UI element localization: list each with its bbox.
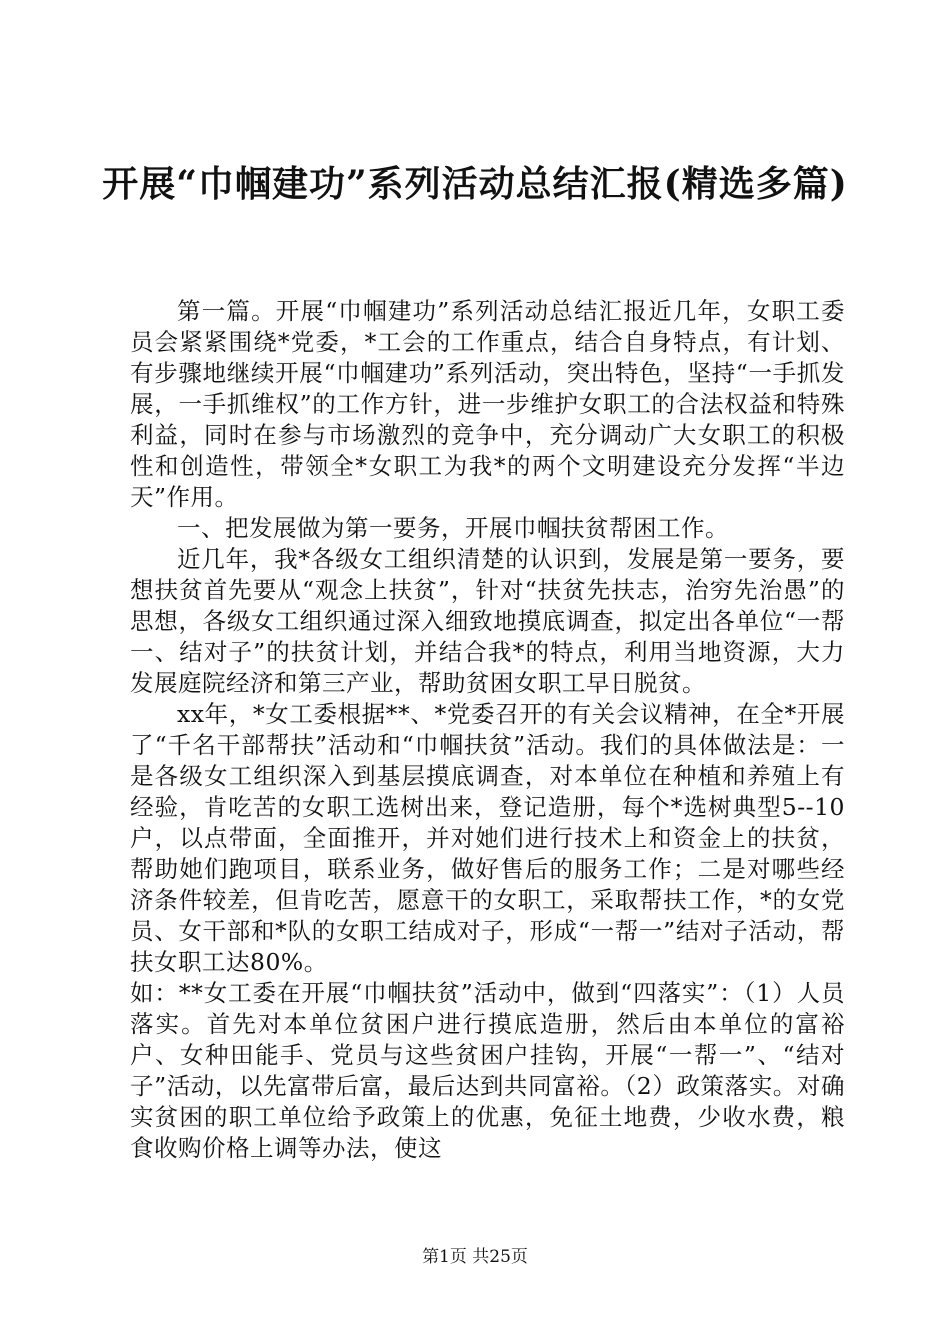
paragraph-four-implementations: 如：**女工委在开展“巾帼扶贫”活动中，做到“四落实”：（1）人员落实。首先对本单位贫困户进行摸底造册，然后由本单位的富裕户、女种田能手、党员与这些贫困户挂钩，开展“一帮一”、“结对子”活动，以先富带后富，最后达到共同富裕。（2）政策落实。对确实贫困的职工单位给予政策上的优惠，免征土地费，少收水费，粮食收购价格上调等办法，使这 xyxy=(130,979,845,1162)
paragraph-specific-methods: xx年，*女工委根据**、*党委召开的有关会议精神，在全*开展了“千名干部帮扶”活动和“巾帼扶贫”活动。我们的具体做法是：一是各级女工组织深入到基层摸底调查，对本单位在种植和养殖上有经验，肯吃苦的女职工选树出来，登记造册，每个*选树典型5--10户，以点带面，全面推开，并对她们进行技术上和资金上的扶贫，帮助她们跑项目，联系业务，做好售后的服务工作；二是对哪些经济条件较差，但肯吃苦，愿意干的女职工，采取帮扶工作，*的女党员、女干部和*队的女职工结成对子，形成“一帮一”结对子活动，帮扶女职工达80%。 xyxy=(130,700,845,976)
paragraph-intro: 第一篇。开展“巾帼建功”系列活动总结汇报近几年，女职工委员会紧紧围绕*党委，*工会的工作重点，结合自身特点，有计划、有步骤地继续开展“巾帼建功”系列活动，突出特色，坚持“一手抓发展，一手抓维权”的工作方针，进一步维护女职工的合法权益和特殊利益，同时在参与市场激烈的竞争中，充分调动广大女职工的积极性和创造性，带领全*女职工为我*的两个文明建设充分发挥“半边天”作用。 xyxy=(130,297,845,511)
paragraph-poverty-work: 近几年，我*各级女工组织清楚的认识到，发展是第一要务，要想扶贫首先要从“观念上扶贫”，针对“扶贫先扶志，治穷先治愚”的思想，各级女工组织通过深入细致地摸底调查，拟定出各单位“一帮一、结对子”的扶贫计划，并结合我*的特点，利用当地资源，大力发展庭院经济和第三产业，帮助贫困女职工早日脱贫。 xyxy=(130,545,845,697)
document-title: 开展“巾帼建功”系列活动总结汇报(精选多篇) xyxy=(102,163,848,205)
paragraph-section-heading: 一、把发展做为第一要务，开展巾帼扶贫帮困工作。 xyxy=(177,514,729,542)
page-footer: 第1页 共25页 xyxy=(422,1247,528,1267)
document-body xyxy=(130,296,845,1164)
